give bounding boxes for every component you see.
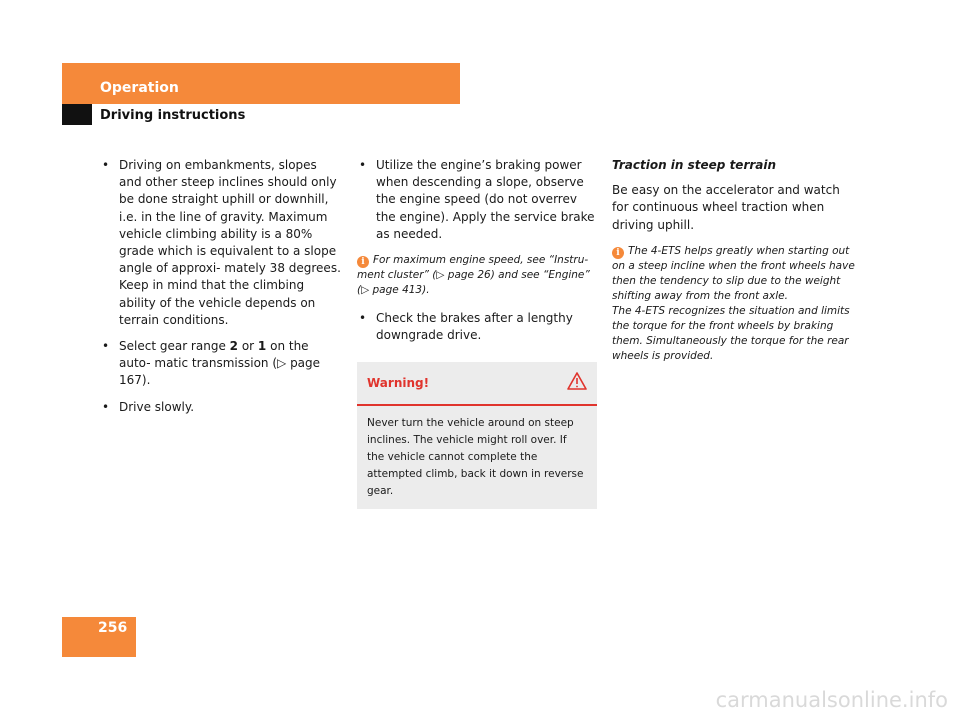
column-1	[100, 157, 342, 425]
list-item	[357, 157, 597, 243]
list-item-text: Check the brakes after a lengthy downgrade drive.	[376, 311, 573, 343]
warning-header	[357, 362, 597, 405]
subtitle-marker	[62, 104, 92, 125]
list-item	[357, 310, 597, 344]
info-note	[357, 253, 597, 298]
section-heading: Traction in steep terrain	[612, 158, 777, 172]
column-3	[612, 157, 856, 376]
warning-box	[357, 362, 597, 508]
section-title: Operation	[100, 80, 179, 96]
list-item-text: Driving on embankments, slopes and other steep inclines should only be done straight uphill or downhill, i.e. in the line of gravity. Maximum vehicle climbing ability is a 80% grade which is equivalent to a slope angle of approxi- mately 38 degrees. Keep in mind that the climbing ability of the vehicle depends on terrain conditions.	[119, 158, 341, 327]
info-icon: i	[612, 247, 624, 259]
info-icon: i	[357, 256, 369, 268]
warning-triangle-icon	[567, 372, 587, 395]
list-item	[100, 399, 342, 416]
bullet-icon: •	[359, 158, 367, 172]
info-note-text: The 4-ETS helps greatly when starting out on a steep incline when the front wheels have then the tendency to slip due to the weight shifting away from the front axle.	[612, 244, 855, 302]
info-note-text-2: The 4-ETS recognizes the situation and limits the torque for the front wheels by braking them. Simultaneously the torque for the rear wheels is provided.	[612, 304, 850, 362]
column-2	[357, 157, 597, 509]
warning-text: Never turn the vehicle around on steep inclines. The vehicle might roll over. If the vehicle cannot complete the attempted climb, back it down in reverse gear.	[367, 416, 584, 497]
list-item-text: Utilize the engine’s braking power when descending a slope, observe the engine speed (do not overrev the engine). Apply the service brake as needed.	[376, 158, 595, 241]
warning-title: Warning!	[367, 376, 430, 391]
list-item-text: Drive slowly.	[119, 399, 195, 414]
watermark: carmanualsonline.info	[715, 688, 948, 712]
paragraph: Be easy on the accelerator and watch for continuous wheel traction when driving uphill.	[612, 183, 840, 232]
bullet-icon: •	[102, 158, 110, 172]
info-note-text: For maximum engine speed, see “Instru- ment cluster” (▷ page 26) and see “Engine” (▷ page 413).	[357, 254, 590, 297]
list-item	[100, 157, 342, 329]
list-item-text: Select gear range 2 or 1 on the auto- matic transmission (▷ page 167).	[119, 339, 321, 388]
page-number: 256	[98, 620, 128, 636]
bullet-icon: •	[102, 399, 110, 414]
info-note	[612, 244, 856, 364]
subsection-title: Driving instructions	[100, 108, 246, 123]
bullet-icon: •	[102, 339, 110, 354]
bullet-icon: •	[359, 311, 367, 326]
list-item	[100, 338, 342, 390]
